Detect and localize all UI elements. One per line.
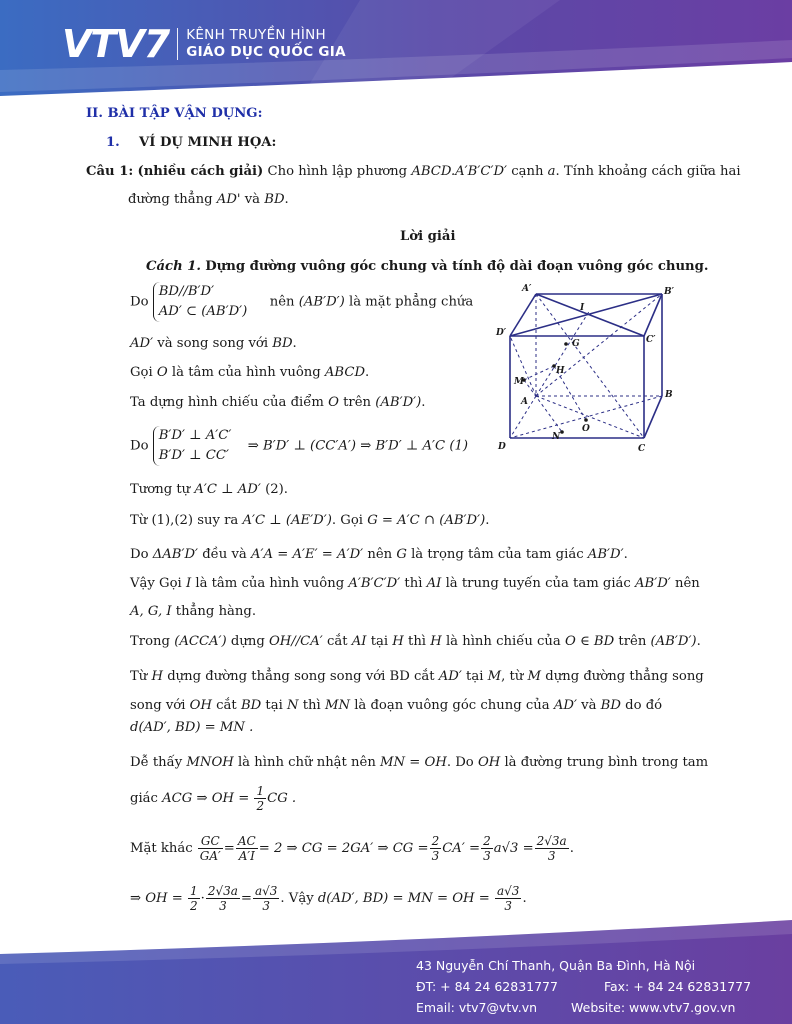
text: thì: [302, 698, 321, 713]
footer-phone-row: [416, 976, 751, 997]
text: là tâm của hình vuông: [171, 365, 321, 380]
math: AI: [351, 634, 367, 649]
text: .: [569, 841, 574, 856]
math: (AB′D′): [650, 634, 697, 649]
label-g: G: [572, 339, 580, 349]
math: BD: [600, 698, 621, 713]
text: cạnh: [511, 164, 544, 179]
text: là trọng tâm của tam giác: [411, 547, 584, 562]
label-i: I: [580, 303, 585, 313]
fraction: [188, 884, 200, 913]
line-9: [130, 546, 628, 564]
text: Ta dựng hình chiếu của điểm: [130, 395, 324, 410]
math: OH//CA′: [268, 634, 323, 649]
denominator: 2: [190, 899, 198, 913]
denominator: 3: [262, 899, 271, 913]
text: nên: [675, 576, 700, 591]
math: AI: [426, 576, 442, 591]
numerator: 2: [483, 834, 491, 848]
math: A′C ⊥ AD′: [194, 482, 261, 497]
footer-contact: [416, 955, 751, 1018]
fraction: [236, 834, 258, 863]
math: I: [185, 576, 192, 591]
section-title: II. BÀI TẬP VẬN DỤNG:: [86, 106, 263, 121]
math: A, G, I: [130, 604, 172, 619]
logo-mark: VTV7: [62, 22, 170, 66]
footer-address: 43 Nguyễn Chí Thanh, Quận Ba Đình, Hà Nội: [416, 958, 696, 973]
text: dựng đường thẳng song: [545, 669, 704, 684]
text: .: [365, 365, 370, 380]
text: Vậy Gọi: [130, 576, 182, 591]
math: ΔAB′D′: [152, 547, 199, 562]
math: H: [151, 669, 164, 684]
math: BD//B′D′: [158, 284, 215, 299]
fraction: [430, 834, 442, 863]
text: dựng đường thẳng song song với BD cắt: [167, 669, 435, 684]
math: AD': [216, 192, 241, 207]
text: giác: [130, 791, 158, 806]
numerator: 2: [431, 834, 440, 848]
label-c: C: [638, 444, 646, 454]
line-8: [130, 512, 489, 530]
channel-name: [186, 27, 346, 61]
logo-divider: [177, 28, 178, 60]
line-10: [130, 575, 700, 593]
text: là mặt phẳng chứa: [349, 294, 474, 310]
label-c-prime: C′: [646, 335, 656, 345]
math: B′D′ ⊥ CC′: [158, 448, 229, 463]
channel-line-2: GIÁO DỤC QUỐC GIA: [186, 44, 346, 60]
text: thì: [404, 576, 423, 591]
denominator: 2: [256, 799, 265, 813]
math: AD′ ⊂ (AB′D′): [158, 304, 248, 319]
denominator: A′I: [238, 849, 255, 863]
fraction: [198, 834, 223, 863]
math: ⇒ OH =: [130, 891, 183, 906]
math: AD′: [130, 336, 154, 351]
question-line-1: [86, 163, 741, 181]
math: ACG ⇒ OH =: [162, 791, 250, 806]
math: ABCD: [324, 365, 366, 380]
cube-figure: [494, 280, 694, 460]
label-a: A: [521, 397, 528, 407]
text: Cho hình lập phương: [267, 164, 408, 179]
math: MN: [324, 698, 351, 713]
equation-system-1: [153, 282, 248, 322]
footer-website: Website: www.vtv7.gov.vn: [571, 1000, 736, 1015]
text: cắt: [327, 634, 348, 649]
label-n: N: [552, 432, 561, 442]
denominator: 3: [483, 849, 491, 863]
text: . Vậy: [280, 891, 314, 906]
text: . Do: [446, 755, 474, 770]
denominator: 3: [547, 849, 556, 863]
text: (2).: [265, 482, 288, 497]
line-3: [130, 335, 297, 353]
math: a: [547, 164, 556, 179]
text: nên: [367, 547, 393, 562]
line-14: [130, 697, 662, 715]
method-text: Dựng đường vuông góc chung và tính độ dài đoạn vuông góc chung.: [205, 259, 709, 274]
text: Dễ thấy: [130, 755, 183, 770]
denominator: 3: [504, 899, 513, 913]
numerator: 2√3a: [536, 834, 567, 848]
math: d(AD′, BD) = MN = OH =: [317, 891, 490, 906]
method-heading: [146, 258, 708, 276]
math: ⇒ B′D′ ⊥ (CC′A′) ⇒ B′D′ ⊥ A′C (1): [247, 438, 468, 454]
text: đường thẳng: [128, 192, 213, 207]
text: tại: [466, 669, 484, 684]
text: Tương tự: [130, 482, 191, 497]
line-13: [130, 668, 704, 686]
cube-edges: [510, 294, 662, 438]
text: trên: [343, 395, 372, 410]
equation-system-2: [153, 426, 232, 466]
text: Do: [130, 438, 149, 454]
text: dựng: [230, 634, 265, 649]
math: AB′D′: [635, 576, 671, 591]
math: =: [223, 841, 235, 856]
solution-title: Lời giải: [400, 229, 456, 244]
math: H: [430, 634, 442, 649]
math: N: [287, 698, 299, 713]
text: thì: [408, 634, 427, 649]
text: Từ (1),(2) suy ra: [130, 513, 239, 528]
math: A′C ⊥ (AE′D′): [242, 513, 332, 528]
math: (AB′D′): [298, 294, 345, 310]
math: ABCD.A′B′C′D′: [411, 164, 508, 179]
math: M: [487, 669, 502, 684]
text: nên: [269, 294, 295, 310]
subsection-heading: [106, 134, 276, 152]
text: song với: [130, 698, 186, 713]
label-b: B: [665, 390, 673, 400]
text: Mặt khác: [130, 841, 193, 856]
numerator: a√3: [497, 884, 520, 898]
text: là hình chiếu của: [445, 634, 561, 649]
text: là tâm của hình vuông: [195, 576, 345, 591]
text: Từ: [130, 669, 148, 684]
question-tag: (nhiều cách giải): [137, 164, 264, 179]
text: tại: [265, 698, 283, 713]
text: đều và: [202, 547, 247, 562]
math: CG .: [267, 791, 297, 806]
point-o: [584, 418, 588, 422]
line-system-1: [130, 282, 473, 322]
numerator: AC: [237, 834, 256, 848]
fraction: [495, 884, 521, 913]
text: cắt: [216, 698, 237, 713]
fraction: [206, 884, 240, 913]
line-16: [130, 754, 708, 772]
math: O: [156, 365, 168, 380]
footer-fax: Fax: + 84 24 62831777: [603, 979, 752, 994]
math: AB′D′: [587, 547, 624, 562]
text: và: [581, 698, 597, 713]
math: BD: [272, 336, 293, 351]
line-5: [130, 394, 426, 412]
math: ·: [200, 891, 205, 906]
fraction: [253, 884, 279, 913]
math: AD′: [438, 669, 462, 684]
numerator: 1: [256, 784, 265, 798]
denominator: 3: [219, 899, 227, 913]
math: (ACCA′): [174, 634, 227, 649]
math: BD: [240, 698, 262, 713]
text: trên: [618, 634, 647, 649]
denominator: 3: [431, 849, 440, 863]
math: (AB′D′): [375, 395, 422, 410]
math: M: [527, 669, 542, 684]
math: A′A = A′E′ = A′D′: [251, 547, 364, 562]
channel-line-1: KÊNH TRUYỀN HÌNH: [186, 27, 326, 43]
math: = 2 ⇒ CG = 2GA′ ⇒ CG =: [258, 841, 429, 856]
math: AD′: [553, 698, 577, 713]
line-18: [130, 832, 574, 866]
label-b-prime: B′: [664, 287, 674, 297]
line-15: d(AD′, BD) = MN .: [130, 720, 254, 735]
vtv7-logo: [62, 22, 346, 66]
numerator: 1: [190, 884, 198, 898]
text: Do: [130, 294, 149, 310]
text: .: [485, 513, 490, 528]
label-o: O: [582, 424, 590, 434]
text: . Tính khoảng cách giữa hai: [555, 164, 741, 179]
text: thẳng hàng.: [175, 604, 257, 619]
text: .: [421, 395, 426, 410]
text: .: [696, 634, 701, 649]
math: a√3 =: [493, 841, 534, 856]
footer-web-row: [416, 997, 751, 1018]
subsection-number: 1.: [106, 135, 120, 150]
math: B′D′ ⊥ A′C′: [158, 428, 232, 443]
math: O: [328, 395, 339, 410]
point-g: [564, 342, 568, 346]
math: A′B′C′D′: [348, 576, 401, 591]
subsection-title: VÍ DỤ MINH HỌA:: [138, 135, 277, 150]
text: là trung tuyến của tam giác: [445, 576, 631, 591]
math: O ∈ BD: [564, 634, 615, 649]
text: là đoạn vuông góc chung của: [354, 698, 550, 713]
label-d: D: [498, 442, 506, 452]
math: G = A′C ∩ (AB′D′): [367, 513, 486, 528]
math: OH: [477, 755, 501, 770]
label-d-prime: D′: [496, 328, 507, 338]
question-line-2: [128, 191, 289, 209]
numerator: 2√3a: [207, 884, 238, 898]
text: .: [284, 192, 289, 207]
denominator: GA′: [199, 849, 221, 863]
point-n: [560, 430, 564, 434]
line-11: [130, 603, 256, 621]
math: MNOH: [186, 755, 234, 770]
math: G: [396, 547, 407, 562]
line-7: [130, 481, 288, 499]
fraction: [481, 834, 493, 863]
text: là hình chữ nhật nên: [237, 755, 376, 770]
math: BD: [264, 192, 285, 207]
numerator: GC: [198, 834, 223, 849]
text: .: [522, 891, 527, 906]
line-19: [130, 882, 527, 916]
text: .: [623, 547, 628, 562]
text: , từ: [501, 669, 524, 684]
text: . Gọi: [331, 513, 363, 528]
numerator: a√3: [254, 884, 278, 898]
line-17: [130, 784, 296, 814]
math: OH: [189, 698, 212, 713]
footer-email: Email: vtv7@vtv.vn: [416, 1000, 538, 1015]
math: MN = OH: [380, 755, 447, 770]
label-m: M: [514, 377, 524, 387]
text: tại: [370, 634, 389, 649]
math: CA′ =: [442, 841, 481, 856]
line-12: [130, 633, 701, 651]
text: Trong: [130, 634, 170, 649]
text: và song song với: [157, 336, 269, 351]
text: Do: [130, 547, 149, 562]
line-4: [130, 364, 369, 382]
text: là đường trung bình trong tam: [504, 755, 709, 770]
text: .: [292, 336, 297, 351]
label-a-prime: A′: [522, 284, 532, 294]
fraction: [535, 834, 569, 863]
math: =: [240, 891, 252, 906]
math: H: [392, 634, 404, 649]
label-h: H: [556, 366, 565, 376]
text: và: [244, 192, 261, 207]
fraction: [254, 784, 266, 813]
question-label: Câu 1:: [86, 164, 134, 179]
footer-phone: ĐT: + 84 24 62831777: [416, 979, 558, 994]
method-label: Cách 1.: [146, 259, 202, 274]
line-system-2: [130, 426, 468, 466]
text: Gọi: [130, 365, 153, 380]
text: do đó: [625, 698, 663, 713]
